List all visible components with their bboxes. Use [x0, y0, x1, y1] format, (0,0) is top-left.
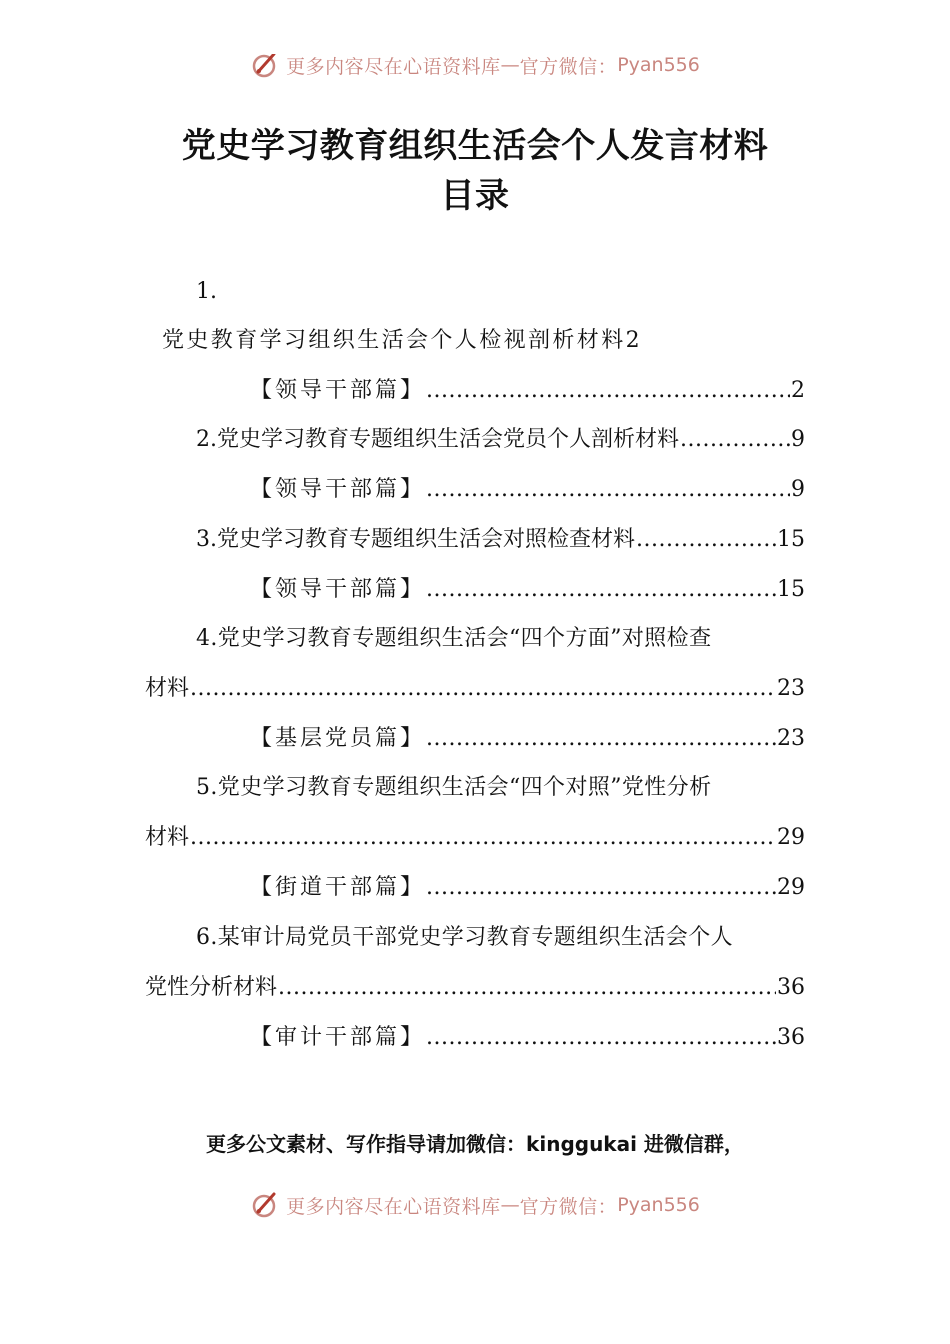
- toc-item-6-entry[interactable]: [145, 974, 805, 1002]
- watermark-separator: —: [500, 1194, 520, 1216]
- watermark-text: 更多内容尽在心语资料库: [286, 1195, 501, 1218]
- toc-item-5-sub-entry[interactable]: [250, 874, 805, 902]
- toc-item-4-title-line2: 材料: [145, 676, 190, 701]
- toc-item-4-sub-label: 【基层党员篇】: [250, 726, 426, 751]
- toc-item-3-entry[interactable]: [196, 526, 805, 554]
- dot-leader: [636, 526, 776, 554]
- dot-leader: [278, 974, 776, 1002]
- document-title: 党史学习教育组织生活会个人发言材料: [181, 126, 769, 166]
- toc-item-6-sub-label: 【审计干部篇】: [250, 1025, 426, 1050]
- dot-leader: [426, 1024, 776, 1052]
- toc-item-4-title-line1: 4.党史学习教育专题组织生活会“四个方面”对照检查: [196, 626, 712, 651]
- toc-item-5-page: 29: [777, 825, 805, 850]
- toc-item-3-sub-page: 15: [777, 577, 805, 602]
- toc-title: 目录: [440, 176, 510, 216]
- watermark-bottom: [0, 1188, 950, 1222]
- watermark-wechat-label: 官方微信：: [519, 1195, 618, 1218]
- toc-item-3-sub-label: 【领导干部篇】: [250, 577, 426, 602]
- toc-item-2-sub-label: 【领导干部篇】: [250, 477, 426, 502]
- toc-item-5-title-line2: 材料: [145, 825, 190, 850]
- dot-leader: [426, 874, 776, 902]
- toc-item-5-title-line1: 5.党史学习教育专题组织生活会“四个对照”党性分析: [196, 775, 712, 800]
- toc-item-1-sub-page: 2: [791, 378, 805, 403]
- toc-item-3-page: 15: [777, 527, 805, 552]
- toc-item-4-page: 23: [777, 676, 805, 701]
- toc-item-6-sub-entry[interactable]: [250, 1024, 805, 1052]
- toc-item-5-sub-page: 29: [777, 875, 805, 900]
- toc-item-1-title: 党史教育学习组织生活会个人检视剖析材料2: [162, 328, 642, 353]
- brush-logo-icon: [250, 1190, 280, 1220]
- toc-item-1-sub-label: 【领导干部篇】: [250, 378, 426, 403]
- toc-item-4-entry[interactable]: [145, 675, 805, 703]
- toc-item-2-sub-entry[interactable]: [250, 476, 805, 504]
- toc-item-3-sub-entry[interactable]: [250, 576, 805, 604]
- toc-item-6-sub-page: 36: [777, 1025, 805, 1050]
- toc-item-6-title-line1: 6.某审计局党员干部党史学习教育专题组织生活会个人: [196, 925, 733, 950]
- toc-item-1-number: 1.: [196, 279, 217, 304]
- dot-leader: [426, 576, 776, 604]
- dot-leader: [190, 675, 776, 703]
- footer-note: 更多公文素材、写作指导请加微信：kinggukai 进微信群，: [206, 1132, 744, 1156]
- toc-item-2-entry[interactable]: [196, 426, 805, 454]
- toc-item-6-page: 36: [777, 975, 805, 1000]
- brush-logo-icon: [250, 54, 280, 80]
- dot-leader: [426, 377, 790, 405]
- toc-item-6-title-line2: 党性分析材料: [145, 975, 278, 1000]
- watermark-separator: —: [500, 54, 520, 76]
- dot-leader: [680, 426, 790, 454]
- dot-leader: [426, 476, 790, 504]
- toc-item-1-sub-entry[interactable]: [250, 377, 805, 405]
- watermark-wechat-id: Pyan556: [617, 54, 700, 76]
- toc-item-3-title: 3.党史学习教育专题组织生活会对照检查材料: [196, 527, 635, 552]
- watermark-wechat-label: 官方微信：: [519, 55, 618, 78]
- watermark-text: 更多内容尽在心语资料库: [286, 55, 501, 78]
- dot-leader: [190, 824, 776, 852]
- toc-item-4-sub-entry[interactable]: [250, 725, 805, 753]
- watermark-top: [0, 54, 950, 86]
- toc-item-2-title: 2.党史学习教育专题组织生活会党员个人剖析材料: [196, 427, 679, 452]
- toc-item-5-entry[interactable]: [145, 824, 805, 852]
- dot-leader: [426, 725, 776, 753]
- watermark-wechat-id: Pyan556: [617, 1194, 700, 1216]
- toc-item-2-page: 9: [791, 427, 805, 452]
- toc-item-5-sub-label: 【街道干部篇】: [250, 875, 426, 900]
- toc-item-4-sub-page: 23: [777, 726, 805, 751]
- toc-item-2-sub-page: 9: [791, 477, 805, 502]
